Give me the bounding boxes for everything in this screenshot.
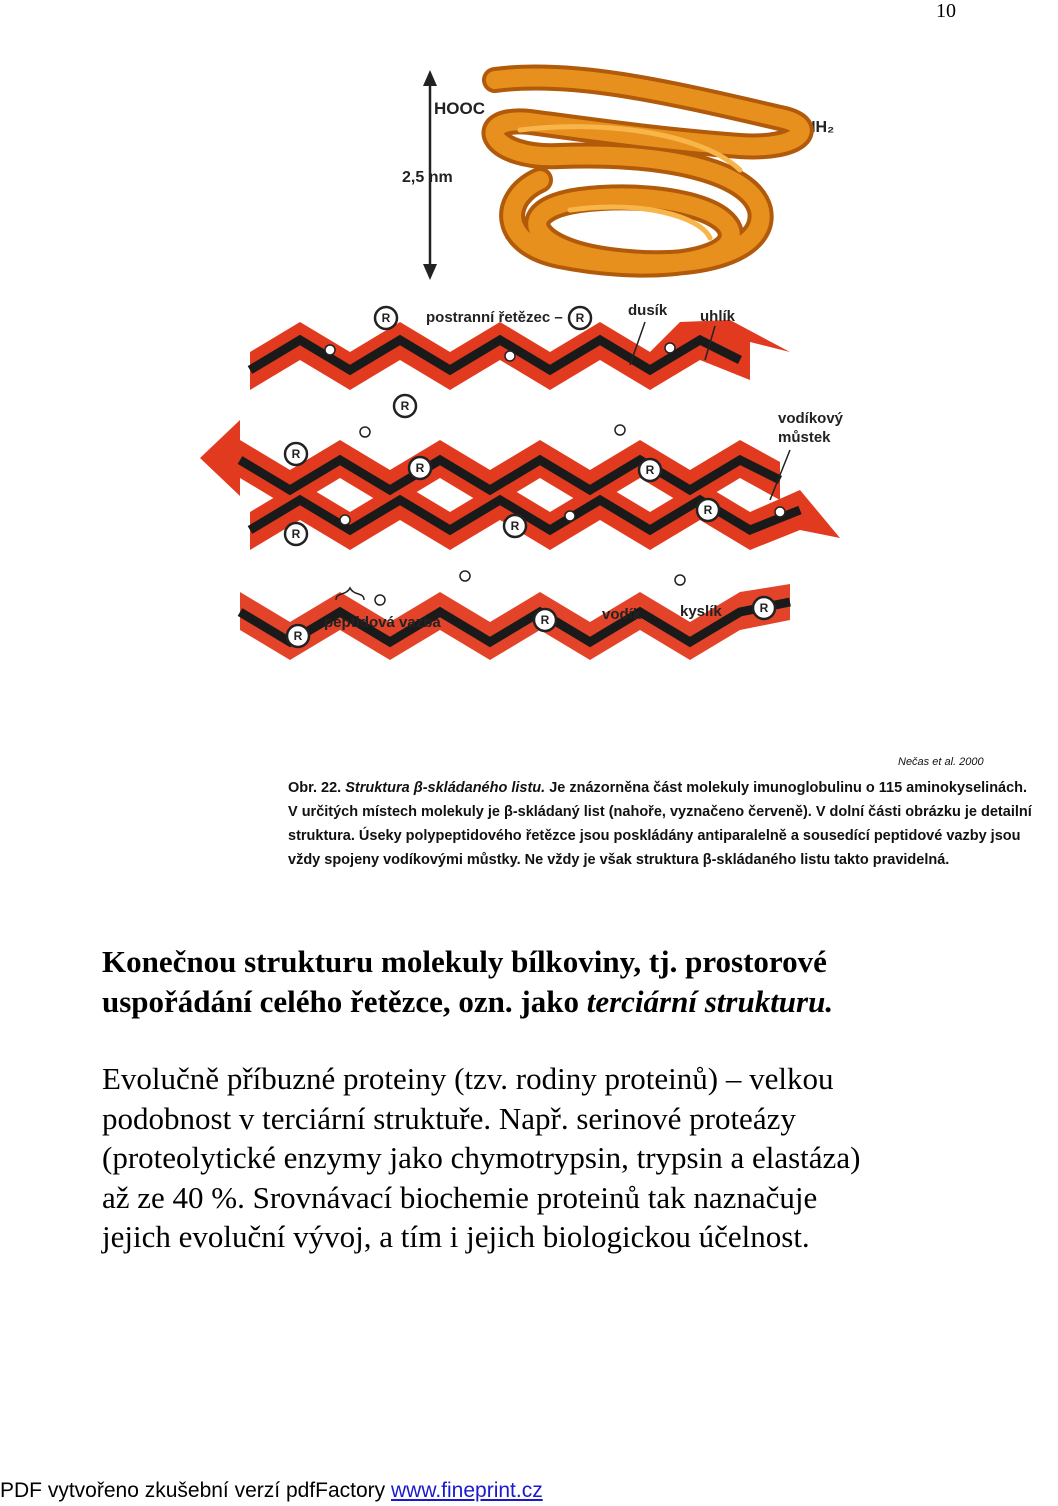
svg-text:R: R <box>575 311 585 325</box>
svg-text:R: R <box>510 519 520 533</box>
beta-sheet-illustration <box>140 60 930 710</box>
label-nitrogen: dusík <box>628 302 668 319</box>
paragraph2-line3: (proteolytické enzymy jako chymotrypsin, trypsin a elastáza) <box>102 1140 861 1175</box>
paragraph2-line4: až ze 40 %. Srovnávací biochemie proteinů tak naznačuje <box>102 1179 818 1215</box>
caption-line-4: vždy spojeny vodíkovými můstky. Ne vždy je však struktura β-skládaného listu takto pravidelná. <box>288 852 950 868</box>
caption-line-2: V určitých místech molekuly je β-skládaný list (nahoře, vyznačeno červeně). V dolní části obrázku je detailní <box>288 804 1032 820</box>
svg-text:R: R <box>293 629 303 643</box>
paragraph-tertiary-structure <box>102 942 942 1021</box>
label-hydrogen: vodík <box>602 606 642 623</box>
page-number: 10 <box>936 0 956 22</box>
protein-ribbon <box>494 77 800 264</box>
svg-text:R: R <box>291 447 301 461</box>
paragraph1-line1: Konečnou strukturu molekuly bílkoviny, tj. prostorové <box>102 944 827 979</box>
svg-text:R: R <box>291 527 301 541</box>
svg-text:R: R <box>400 399 410 413</box>
paragraph2-line5: jejich evoluční vývoj, a tím i jejich biologickou účelnost. <box>102 1219 810 1254</box>
svg-text:R: R <box>759 601 769 615</box>
label-side-chain: postranní řetězec – <box>426 309 563 326</box>
svg-text:R: R <box>381 311 391 325</box>
svg-text:R: R <box>645 463 655 477</box>
arrow-head-top <box>423 70 437 86</box>
figure-caption <box>288 756 1058 872</box>
label-oxygen: kyslík <box>680 603 722 620</box>
label-hooc: HOOC <box>434 99 485 118</box>
paragraph-protein-families <box>102 1059 942 1257</box>
label-dimension: 2,5 nm <box>402 169 453 186</box>
paragraph2-line1: Evolučně příbuzné proteiny (tzv. rodiny proteinů) – velkou <box>102 1061 834 1096</box>
paragraph1-line2 <box>102 982 942 1022</box>
figure-title: Struktura β-skládaného listu. <box>345 780 546 796</box>
svg-text:R: R <box>415 461 425 475</box>
label-hydrogen-bond-2: můstek <box>778 429 831 446</box>
svg-text:R: R <box>540 613 550 627</box>
paragraph2-line2: podobnost v terciární struktuře. Např. serinové proteázy <box>102 1100 796 1136</box>
caption-line-3: struktura. Úseky polypeptidového řetězce jsou poskládány antiparalelně a sousedící peptidové vazby jsou <box>288 828 1021 844</box>
paragraph1-line2-italic: terciární strukturu. <box>586 983 834 1019</box>
figure-number: Obr. 22. <box>288 780 342 796</box>
label-carbon: uhlík <box>700 308 736 325</box>
figure-credit: Nečas et al. 2000 <box>898 756 984 768</box>
footer-link[interactable]: www.fineprint.cz <box>390 1479 543 1502</box>
label-nh2: NH₂ <box>804 119 835 136</box>
svg-text:R: R <box>703 503 713 517</box>
label-hydrogen-bond-1: vodíkový <box>778 410 844 427</box>
pdf-footer <box>0 1478 543 1504</box>
arrow-head-bottom <box>423 264 437 280</box>
paragraph1-line2-plain: uspořádání celého řetězce, ozn. jako <box>102 983 587 1019</box>
footer-text: PDF vytvořeno zkušební verzí pdfFactory <box>0 1479 391 1502</box>
beta-strands <box>200 320 840 660</box>
caption-line-1-rest: Je znázorněna část molekuly imunoglobulinu o 115 aminokyselinách. <box>545 780 1028 796</box>
label-peptide-bond: peptidová vazba <box>324 614 441 631</box>
caption-line-1 <box>288 776 1058 800</box>
beta-sheet-figure <box>140 60 1032 868</box>
